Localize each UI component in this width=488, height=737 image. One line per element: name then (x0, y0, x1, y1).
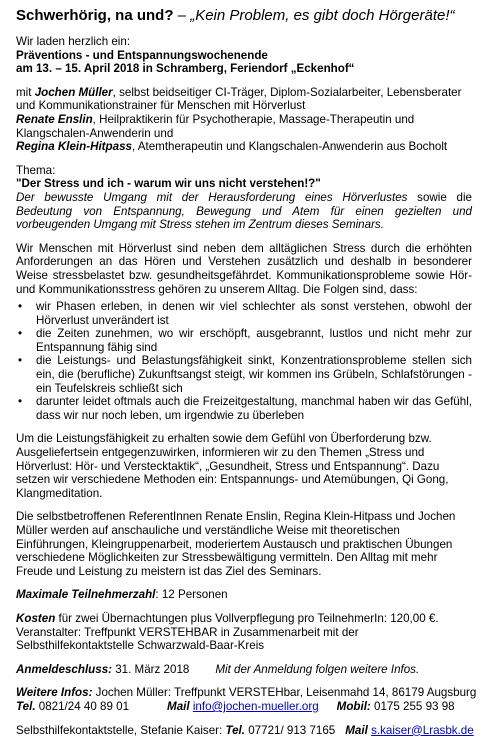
max-participants: Maximale Teilnehmerzahl: 12 Personen (16, 588, 228, 602)
contact-line-1: Tel. 0821/24 40 89 01 Mail info@jochen-mueller.org Mobil: 0175 255 93 98 (16, 699, 455, 713)
speaker-name: Regina Klein-Hitpass (16, 140, 132, 154)
page-title (16, 6, 472, 25)
email-link[interactable]: s.kaiser@Lrasbk.de (371, 723, 474, 737)
contact-line-2: Selbsthilfekontaktstelle, Stefanie Kaiser: Tel. 07721/ 913 7165 Mail s.kaiser@Lrasbk.de (16, 723, 474, 737)
list-item: • wir Phasen erleben, in denen wir viel schlechter als sonst verstehen, obwohl der Hörverlust unverändert ist (16, 300, 472, 327)
registration-deadline: Anmeldeschluss: 31. März 2018 Mit der Anmeldung folgen weitere Infos. (16, 662, 420, 676)
consequences-list (16, 300, 472, 422)
speaker-3: Regina Klein-Hitpass, Atemtherapeutin und Klangschalen-Anwenderin aus Bocholt (16, 140, 448, 154)
further-info: Weitere Infos: Jochen Müller: Treffpunkt VERSTEHbar, Leisenmahd 14, 86179 Augsburg (16, 686, 477, 700)
costs: Kosten für zwei Übernachtungen plus Vollverpflegung pro TeilnehmerIn: 120,00 €. (16, 611, 439, 625)
list-item: • die Leistungs- und Belastungsfähigkeit sinkt, Konzentrationsprobleme stellen sich ein, die (berufliche) Zukunftsangst steigt, wir kommen ins Grübeln, Schlafstörungen - ein Teufelskreis schließt sich (16, 354, 472, 395)
speaker-2: Renate Enslin, Heilpraktikerin für Psychotherapie, Massage-Therapeutin und Klangschalen-Anwenderin und (16, 112, 415, 140)
topic-description: Der bewusste Umgang mit der Herausforderung eines Hörverlustes sowie die Bedeutung von Entspannung, Bewegung und Atem für einen gezielten und vorbeugenden Umgang mit Stress stehen im Zentrum dieses Seminars. (16, 190, 472, 232)
paragraph-stress: Wir Menschen mit Hörverlust sind neben dem alltäglichen Stress durch die erhöhten Anforderungen an das Hören und Verstehen zusätzlich und deshalb in besonderer Weise stressbelastet bzw. gesundheitsgefährdet. Kommunikationsprobleme sowie Hör- und Kommunikationsstress gehören zu unserem Alltag. Die Folgen sind, dass: (16, 241, 472, 296)
title-dash: – (173, 7, 191, 24)
list-item: • die Zeiten zunehmen, wo wir erschöpft, ausgebrannt, lustlos und nicht mehr zur Entspannung fähig sind (16, 327, 472, 354)
paragraph-referents: Die selbstbetroffenen ReferentInnen Renate Enslin, Regina Klein-Hitpass und Jochen Müller werden auf anschauliche und verständliche Weise mit theoretischen Einführungen, Kleingruppenarbeit, moderiertem Austausch und praktischen Übungen verschiedene Möglichkeiten zur Stressbewältigung vermitteln. Den Alltag mit mehr Freude und Leistung zu meistern ist das Ziel des Seminars. (16, 510, 456, 578)
speaker-1: mit Jochen Müller, selbst beidseitiger CI-Träger, Diplom-Sozialarbeiter, Lebensberater und Kommunikationstrainer für Menschen mit Hörverlust (16, 85, 462, 113)
topic-title: "Der Stress und ich - warum wir uns nicht verstehen!?" (16, 177, 321, 191)
speaker-name: Renate Enslin (16, 112, 93, 126)
event-name: Präventions - und Entspannungswochenende (16, 48, 268, 62)
invite-intro: Wir laden herzlich ein: (16, 35, 131, 48)
email-link[interactable]: info@jochen-mueller.org (192, 699, 319, 713)
flyer-page (16, 6, 477, 737)
organizer: Veranstalter: Treffpunkt VERSTEHBAR in Zusammenarbeit mit der Selbsthilfekontaktstelle Schwarzwald-Baar-Kreis (16, 625, 359, 653)
title-bold: Schwerhörig, na und? (16, 7, 174, 24)
speaker-name: Jochen Müller (34, 85, 113, 99)
topic-label: Thema: (16, 163, 56, 177)
event-date: am 13. – 15. April 2018 in Schramberg, Feriendorf „Eckenhof“ (16, 62, 355, 76)
list-item: • darunter leidet oftmals auch die Freizeitgestaltung, manchmal haben wir das Gefühl, dass wir nur noch leben, um irgendwie zu überleben (16, 395, 472, 422)
title-quote: „Kein Problem, es gibt doch Hörgeräte!“ (190, 7, 455, 24)
paragraph-methods: Um die Leistungsfähigkeit zu erhalten sowie dem Gefühl von Überforderung bzw. Ausgeliefertsein entgegenzuwirken, informieren wir zu den Themen „Stress und Hörverlust: Hör- und Verstecktaktik“, „Gesundheit, Stress und Entspannung“. Dazu setzen wir verschiedene Methoden ein: Entspannungs- und Atemübungen, Qi Gong, Klangmeditation. (16, 432, 449, 500)
